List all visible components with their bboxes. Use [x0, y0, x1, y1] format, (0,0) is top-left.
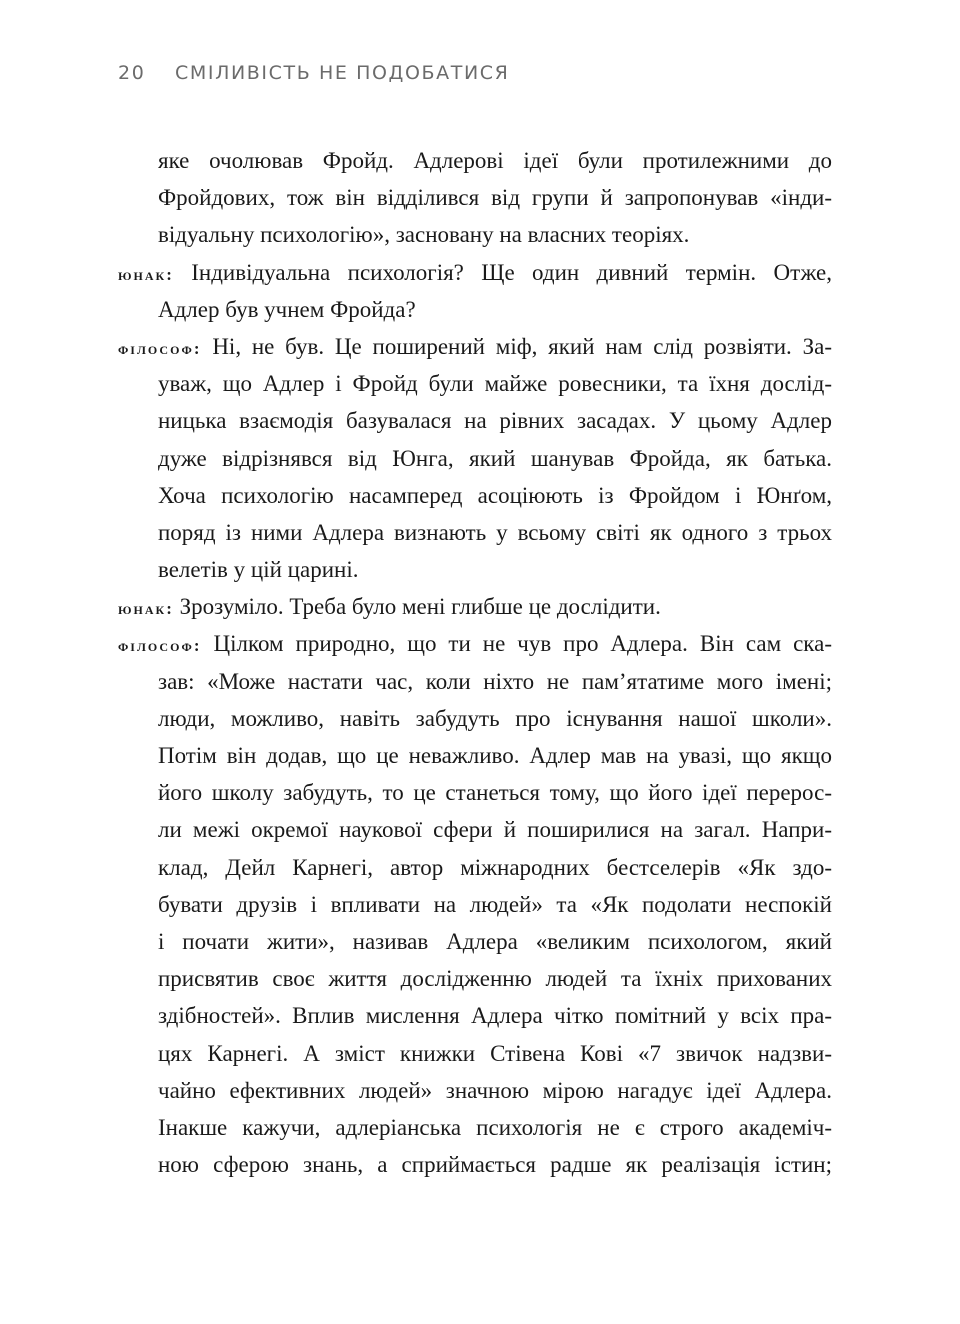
text-line — [118, 291, 832, 328]
line-text: ною сферою знань, а сприймається радше як реалізація істин; — [158, 1152, 832, 1178]
text-line — [118, 774, 832, 811]
text-line — [118, 1109, 832, 1146]
line-text: Фройдових, тож він відділився від групи й запропонував «інди- — [158, 185, 832, 211]
text-line — [118, 365, 832, 402]
text-line — [118, 514, 832, 551]
text-line — [118, 811, 832, 848]
text-line — [118, 849, 832, 886]
line-text: люди, можливо, навіть забудуть про існування нашої школи». — [158, 705, 832, 731]
speaker-label: філософ: — [118, 636, 202, 656]
line-text: дуже відрізнявся від Юнга, який шанував Фройда, як батька. — [158, 445, 832, 471]
line-text: яке очолював Фройд. Адлерові ідеї були протилежними до — [158, 148, 832, 173]
line-text: присвятив своє життя дослідженню людей та їхніх прихованих — [158, 966, 832, 992]
text-line — [118, 551, 832, 588]
text-line — [118, 737, 832, 774]
line-text: Потім він додав, що це неважливо. Адлер мав на увазі, що якщо — [158, 743, 832, 768]
text-line — [118, 328, 832, 365]
line-text: поряд із ними Адлера визнають у всьому світі як одного з трьох — [158, 519, 832, 545]
text-line — [118, 1072, 832, 1109]
line-text: здібностей». Вплив мислення Адлера чітко помітний у всіх пра- — [158, 1003, 832, 1029]
line-text: Інакше кажучи, адлеріанська психологія не є строго академіч- — [158, 1114, 832, 1140]
speaker-label: юнак: — [118, 599, 174, 619]
text-line — [118, 440, 832, 477]
line-text: і почати жити», називав Адлера «великим психологом, який — [158, 928, 832, 954]
text-line — [118, 179, 832, 216]
line-text: бувати друзів і впливати на людей» та «Як подолати неспокій — [158, 891, 832, 917]
text-line — [118, 960, 832, 997]
text-line — [118, 1035, 832, 1072]
line-text: клад, Дейл Карнегі, автор міжнародних бестселерів «Як здо- — [158, 854, 832, 880]
text-line — [118, 142, 832, 179]
speaker-label: юнак: — [118, 264, 174, 284]
text-line — [118, 402, 832, 439]
line-text: ли межі окремої наукової сфери й поширилися на загал. Напри- — [158, 817, 832, 843]
line-text: Адлер був учнем Фройда? — [158, 296, 416, 322]
line-text: Ні, не був. Це поширений міф, який нам слід розвіяти. За- — [201, 333, 832, 359]
line-text: Цілком природно, що ти не чув про Адлера. Він сам ска- — [201, 631, 832, 657]
line-text: Індивідуальна психологія? Ще один дивний термін. Отже, — [173, 259, 832, 285]
text-line — [118, 886, 832, 923]
line-text: ницька взаємодія базувалася на рівних засадах. У цьому Адлер — [158, 408, 832, 434]
text-line — [118, 663, 832, 700]
text-line — [118, 1146, 832, 1183]
line-text: зав: «Може настати час, коли ніхто не пам’ятатиме мого імені; — [158, 668, 832, 694]
line-text: Хоча психологію насамперед асоціюють із Фройдом і Юнґом, — [158, 482, 832, 508]
line-text: цях Карнегі. А зміст книжки Стівена Кові «7 звичок надзви- — [158, 1040, 832, 1066]
line-text: Зрозуміло. Треба було мені глибше це дослідити. — [173, 594, 661, 620]
text-line — [118, 588, 832, 625]
book-title: СМІЛИВІСТЬ НЕ ПОДОБАТИСЯ — [175, 62, 510, 84]
speaker-label: філософ: — [118, 338, 202, 358]
text-line — [118, 477, 832, 514]
text-line — [118, 216, 832, 253]
line-text: відуальну психологію», засновану на власних теоріях. — [158, 222, 690, 248]
line-text: уваж, що Адлер і Фройд були майже ровесники, та їхня дослід- — [158, 371, 832, 397]
text-line — [118, 923, 832, 960]
line-text: чайно ефективних людей» значною мірою нагадує ідеї Адлера. — [158, 1077, 832, 1103]
text-line — [118, 997, 832, 1034]
text-line — [118, 700, 832, 737]
page-number: 20 — [118, 62, 146, 84]
running-header — [118, 62, 509, 84]
line-text: його школу забудуть, то це станеться тому, що його ідеї перерос- — [158, 780, 832, 806]
line-text: велетів у цій царині. — [158, 557, 359, 583]
text-line — [118, 625, 832, 662]
dialogue-text — [118, 142, 832, 1183]
text-line — [118, 254, 832, 291]
